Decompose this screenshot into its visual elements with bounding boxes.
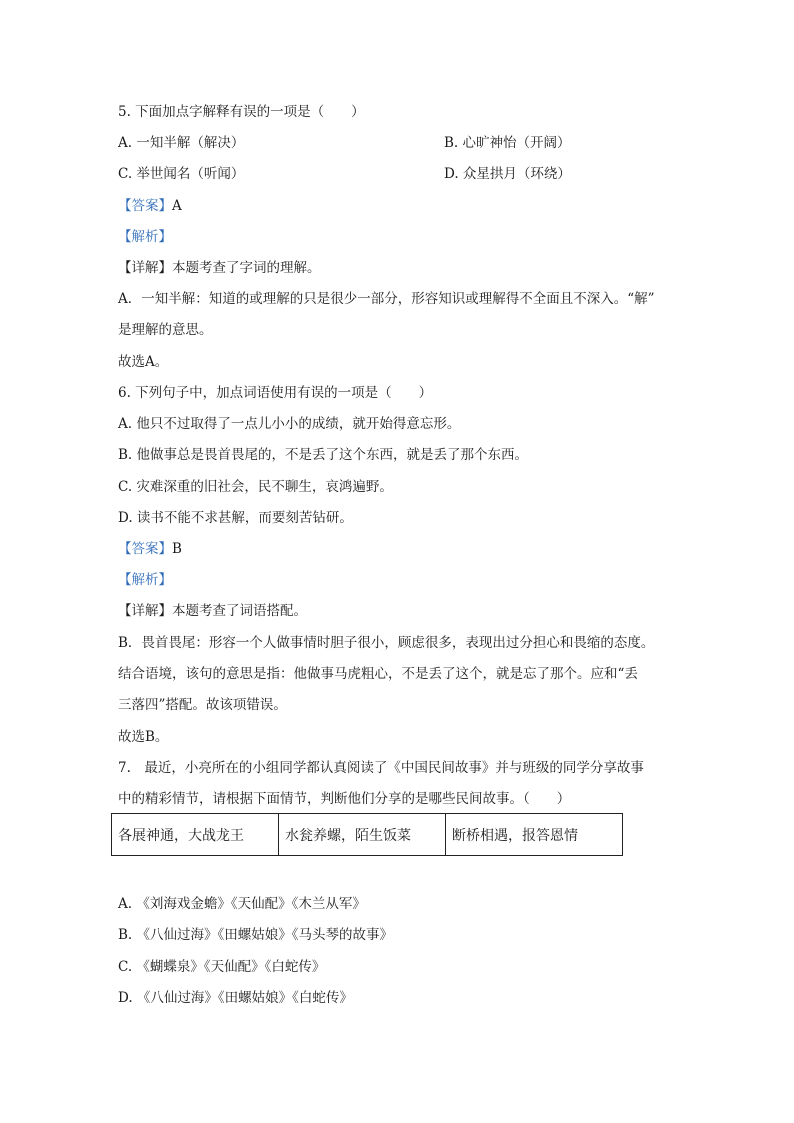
answer-value: A [172,198,182,214]
table-row [112,814,623,856]
q5-conclusion: 故选A。 [118,354,169,370]
q6-option-c: C. 灾难深重的旧社会，民不聊生，哀鸿遍野。 [118,479,393,495]
detail-tag: 【详解】 [118,260,172,276]
q6-answer [118,539,182,559]
scene-cell: 水瓮养螺，陌生饭菜 [279,814,446,856]
q5-analysis-tag: 【解析】 [118,229,172,245]
q6-explain-line: 结合语境，该句的意思是指：他做事马虎粗心，不是丢了这个，就是忘了那个。应和“丢 [118,666,638,682]
q6-analysis-tag: 【解析】 [118,572,172,588]
q6-explain-line: 三落四”搭配。故该项错误。 [118,697,287,713]
q7-option-d: D. 《八仙过海》《田螺姑娘》《白蛇传》 [118,990,353,1006]
q7-scene-table [111,813,623,856]
q6-stem: 6. 下列句子中，加点词语使用有误的一项是（ ） [118,385,433,401]
q7-stem-line: 中的精彩情节，请根据下面情节，判断他们分享的是哪些民间故事。（ ） [118,791,571,807]
q6-option-a: A. 他只不过取得了一点儿小小的成绩，就开始得意忘形。 [118,416,461,432]
q5-detail [118,258,321,278]
q6-option-b: B. 他做事总是畏首畏尾的，不是丢了这个东西，就是丢了那个东西。 [118,447,529,463]
detail-text: 本题考查了词语搭配。 [172,603,307,619]
scene-cell: 各展神通，大战龙王 [112,814,279,856]
q5-option-c: C. 举世闻名（听闻） [118,166,245,182]
q5-stem: 5. 下面加点字解释有误的一项是（ ） [118,104,365,120]
q6-detail [118,601,307,621]
q6-explain-line: B．畏首畏尾：形容一个人做事情时胆子很小，顾虑很多，表现出过分担心和畏缩的态度。 [118,635,655,651]
detail-text: 本题考查了字词的理解。 [172,260,321,276]
q5-option-b: B. 心旷神怡（开阔） [444,135,571,151]
answer-tag: 【答案】 [118,541,172,557]
q7-option-b: B. 《八仙过海》《田螺姑娘》《马头琴的故事》 [118,927,394,943]
q6-conclusion: 故选B。 [118,729,169,745]
detail-tag: 【详解】 [118,603,172,619]
scene-cell: 断桥相遇，报答恩情 [446,814,623,856]
q6-option-d: D. 读书不能不求甚解，而要刻苦钻研。 [118,510,353,526]
q5-explain-line: A．一知半解：知道的或理解的只是很少一部分，形容知识或理解得不全面且不深入。“解” [118,291,655,307]
q7-stem-line: 7. 最近，小亮所在的小组同学都认真阅读了《中国民间故事》并与班级的同学分享故事 [118,760,644,776]
answer-value: B [172,541,182,557]
q5-option-d: D. 众星拱月（环绕） [444,166,571,182]
q7-option-a: A. 《刘海戏金蟾》《天仙配》《木兰从军》 [118,896,366,912]
q7-option-c: C. 《蝴蝶泉》《天仙配》《白蛇传》 [118,959,326,975]
answer-tag: 【答案】 [118,198,172,214]
q5-answer [118,196,182,216]
q5-explain-line: 是理解的意思。 [118,322,213,338]
q5-option-a: A. 一知半解（解决） [118,135,245,151]
